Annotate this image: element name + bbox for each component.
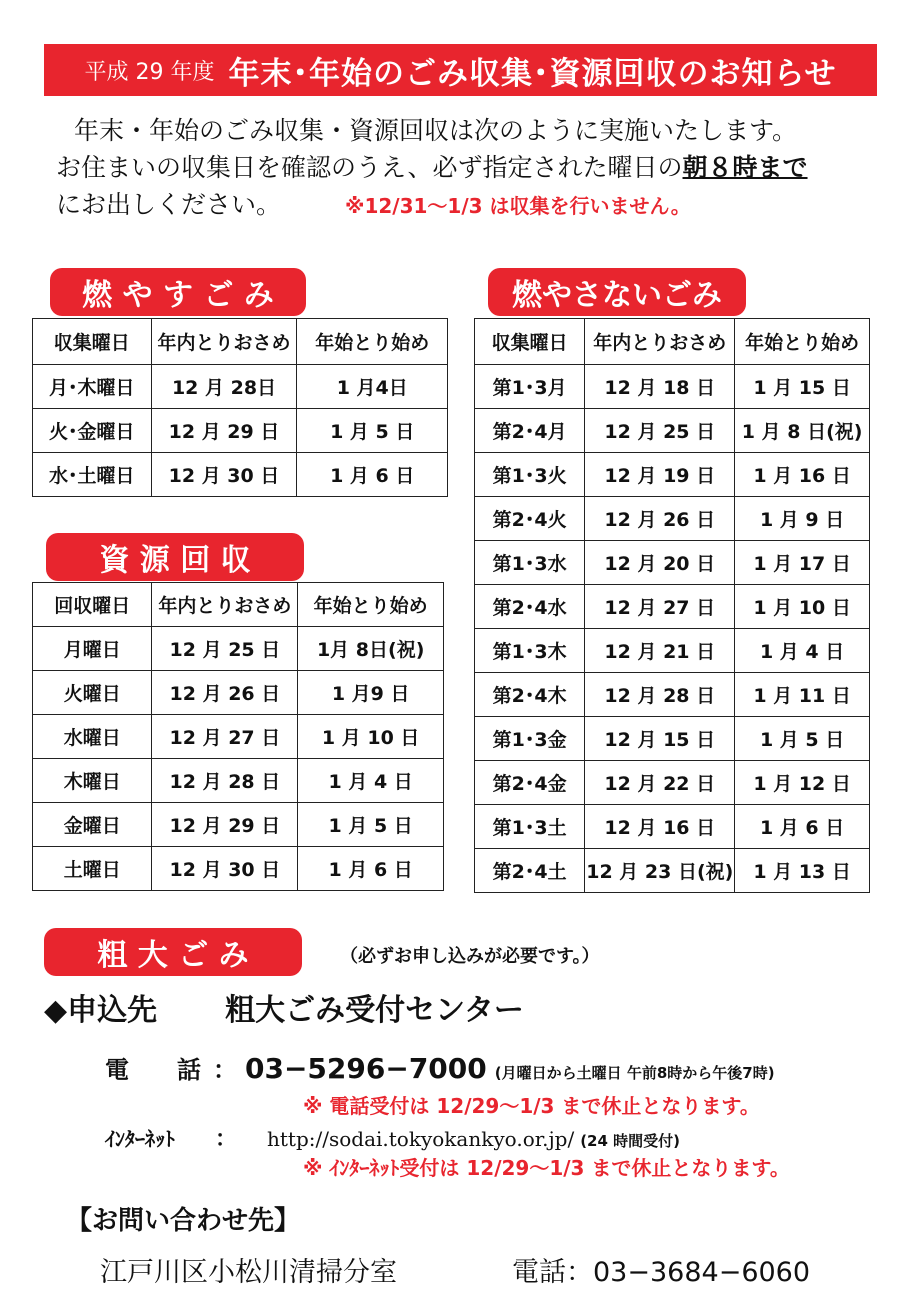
table-cell: 12 月 26 日 — [152, 671, 298, 715]
apply-line — [44, 985, 524, 1029]
table-row — [475, 365, 870, 409]
table-cell: 12 月 18 日 — [585, 365, 735, 409]
page-title: 年末･年始のごみ収集･資源回収のお知らせ — [228, 55, 837, 92]
contact-office: 江戸川区小松川清掃分室 — [100, 1257, 397, 1288]
burnable-table — [32, 318, 448, 497]
table-cell: 12 月 28 日 — [585, 673, 735, 717]
intro-line-2 — [56, 149, 886, 186]
col-header: 年内とりおさめ — [152, 583, 298, 627]
table-cell: 第1･3土 — [475, 805, 585, 849]
table-cell: 12 月 22 日 — [585, 761, 735, 805]
intro-line-1: 年末・年始のごみ収集・資源回収は次のように実施いたします。 — [74, 116, 798, 145]
table-cell: 1 月 6 日 — [297, 453, 448, 497]
table-cell: 1 月 4 日 — [735, 629, 870, 673]
table-cell: 12 月 23 日(祝) — [585, 849, 735, 893]
table-row — [475, 585, 870, 629]
contact-row — [100, 1250, 811, 1289]
table-row — [475, 805, 870, 849]
table-cell: 1 月 17 日 — [735, 541, 870, 585]
table-cell: 1 月 8 日(祝) — [735, 409, 870, 453]
table-cell: 12 月 25 日 — [152, 627, 298, 671]
burnable-label: 燃 や す ご み — [50, 268, 306, 316]
col-header: 収集曜日 — [33, 319, 152, 365]
internet-hours: (24 時間受付) — [580, 1132, 681, 1150]
table-cell: 1 月 10 日 — [735, 585, 870, 629]
table-row — [33, 671, 444, 715]
title-banner — [44, 44, 877, 96]
table-cell: 月･木曜日 — [33, 365, 152, 409]
fiscal-year-label: 平成 29 年度 — [84, 59, 215, 85]
table-cell: 1 月 13 日 — [735, 849, 870, 893]
table-cell: 第2･4水 — [475, 585, 585, 629]
no-collection-note: ※12/31～1/3 は収集を行いません。 — [345, 194, 691, 218]
table-cell: 第1･3火 — [475, 453, 585, 497]
table-row — [475, 497, 870, 541]
table-cell: 12 月 26 日 — [585, 497, 735, 541]
tel-label: 電 話 — [105, 1056, 201, 1084]
table-cell: 1 月 5 日 — [298, 803, 444, 847]
deadline-emphasis: 朝８時まで — [682, 153, 808, 182]
table-row — [33, 453, 448, 497]
tel-note: ※ 電話受付は 12/29～1/3 まで休止となります。 — [303, 1094, 760, 1118]
table-row — [33, 715, 444, 759]
table-row — [475, 409, 870, 453]
table-cell: 木曜日 — [33, 759, 152, 803]
col-header: 年始とり始め — [735, 319, 870, 365]
intro-line-3 — [56, 186, 886, 225]
table-cell: 1 月 5 日 — [735, 717, 870, 761]
table-cell: 第2･4木 — [475, 673, 585, 717]
table-cell: 1 月 9 日 — [735, 497, 870, 541]
table-cell: 第1･3月 — [475, 365, 585, 409]
table-cell: 1 月 12 日 — [735, 761, 870, 805]
table-cell: 12 月 25 日 — [585, 409, 735, 453]
table-cell: 1 月 4 日 — [298, 759, 444, 803]
table-cell: 1 月 16 日 — [735, 453, 870, 497]
table-row — [33, 847, 444, 891]
table-cell: 月曜日 — [33, 627, 152, 671]
nonburnable-label: 燃やさないごみ — [488, 268, 746, 316]
table-cell: 12 月 20 日 — [585, 541, 735, 585]
table-cell: 12 月 28 日 — [152, 759, 298, 803]
table-cell: 12 月 19 日 — [585, 453, 735, 497]
internet-label: ｲﾝﾀｰﾈｯﾄ — [105, 1127, 175, 1151]
table-cell: 12 月 28日 — [151, 365, 297, 409]
tel-number: 03−5296−7000 — [245, 1052, 487, 1085]
resources-table — [32, 582, 444, 891]
table-row — [33, 365, 448, 409]
table-row — [475, 453, 870, 497]
tel-hours: (月曜日から土曜日 午前8時から午後7時) — [494, 1064, 775, 1082]
table-cell: 1 月 6 日 — [298, 847, 444, 891]
table-row — [475, 761, 870, 805]
table-cell: 12 月 29 日 — [152, 803, 298, 847]
table-cell: 火曜日 — [33, 671, 152, 715]
table-cell: 第2･4土 — [475, 849, 585, 893]
internet-note: ※ ｲﾝﾀｰﾈｯﾄ受付は 12/29～1/3 まで休止となります。 — [303, 1156, 790, 1180]
table-cell: 1 月9 日 — [298, 671, 444, 715]
table-cell: 第2･4金 — [475, 761, 585, 805]
col-header: 年内とりおさめ — [151, 319, 297, 365]
table-cell: 第1･3木 — [475, 629, 585, 673]
table-cell: 12 月 15 日 — [585, 717, 735, 761]
table-cell: 水曜日 — [33, 715, 152, 759]
table-cell: 第2･4月 — [475, 409, 585, 453]
table-cell: 12 月 30 日 — [151, 453, 297, 497]
table-row — [475, 849, 870, 893]
table-cell: 第2･4火 — [475, 497, 585, 541]
table-cell: 第1･3水 — [475, 541, 585, 585]
table-row — [33, 627, 444, 671]
sodai-url-link[interactable]: http://sodai.tokyokankyo.or.jp/ — [267, 1127, 575, 1151]
table-cell: 12 月 27 日 — [585, 585, 735, 629]
table-cell: 12 月 27 日 — [152, 715, 298, 759]
tel-line: 電 話 ： 03−5296−7000 (月曜日から土曜日 午前8時から午後7時) — [105, 1052, 775, 1085]
table-row — [475, 673, 870, 717]
table-cell: 1 月 5 日 — [297, 409, 448, 453]
table-row — [33, 803, 444, 847]
table-cell: 1 月 15 日 — [735, 365, 870, 409]
table-row — [33, 409, 448, 453]
internet-line: ｲﾝﾀｰﾈｯﾄ ： http://sodai.tokyokankyo.or.jp/ (24 時間受付) — [105, 1127, 681, 1152]
col-header: 年始とり始め — [297, 319, 448, 365]
resources-label: 資 源 回 収 — [46, 533, 304, 581]
table-row — [475, 717, 870, 761]
nonburnable-table — [474, 318, 870, 893]
contact-heading: 【お問い合わせ先】 — [66, 1206, 301, 1236]
table-cell: 1 月 6 日 — [735, 805, 870, 849]
table-cell: 第1･3金 — [475, 717, 585, 761]
intro-line-2-text: お住まいの収集日を確認のうえ、必ず指定された曜日の — [56, 153, 683, 182]
table-cell: 1月 8日(祝) — [298, 627, 444, 671]
table-cell: 1 月4日 — [297, 365, 448, 409]
col-header: 年内とりおさめ — [585, 319, 735, 365]
apply-center: 粗大ごみ受付センター — [225, 993, 524, 1028]
contact-phone: 電話：03−3684−6060 — [512, 1257, 811, 1288]
table-cell: 水･土曜日 — [33, 453, 152, 497]
table-cell: 1 月 11 日 — [735, 673, 870, 717]
col-header: 収集曜日 — [475, 319, 585, 365]
table-cell: 12 月 30 日 — [152, 847, 298, 891]
col-header: 回収曜日 — [33, 583, 152, 627]
table-row — [33, 759, 444, 803]
sodai-label: 粗 大 ご み — [44, 928, 302, 976]
intro-text — [56, 112, 886, 225]
table-cell: 火･金曜日 — [33, 409, 152, 453]
table-row — [475, 629, 870, 673]
sodai-note: （必ずお申し込みが必要です。） — [340, 946, 600, 967]
intro-line-3-text: にお出しください。 — [56, 190, 282, 219]
col-header: 年始とり始め — [298, 583, 444, 627]
table-cell: 12 月 29 日 — [151, 409, 297, 453]
table-cell: 土曜日 — [33, 847, 152, 891]
table-cell: 金曜日 — [33, 803, 152, 847]
table-row — [475, 541, 870, 585]
apply-label: ◆申込先 — [44, 993, 158, 1028]
table-cell: 1 月 10 日 — [298, 715, 444, 759]
table-cell: 12 月 16 日 — [585, 805, 735, 849]
table-cell: 12 月 21 日 — [585, 629, 735, 673]
